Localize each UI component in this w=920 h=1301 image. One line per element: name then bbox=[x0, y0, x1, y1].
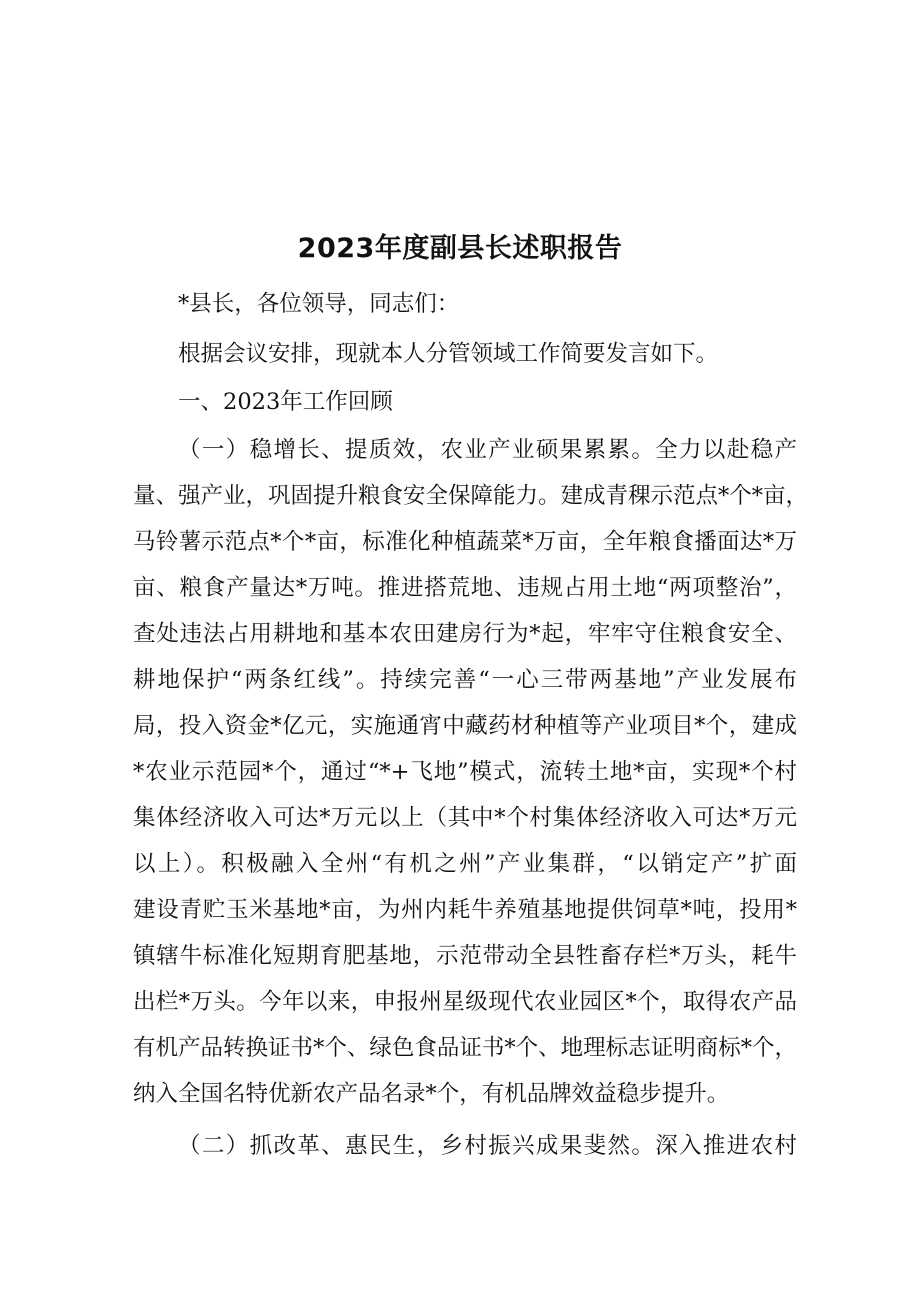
salutation: *县长，各位领导，同志们： bbox=[178, 291, 460, 317]
paragraph-line: 集体经济收入可达*万元以上（其中*个村集体经济收入可达*万元 bbox=[133, 805, 797, 831]
intro-paragraph: 根据会议安排，现就本人分管领域工作简要发言如下。 bbox=[178, 341, 719, 367]
paragraph-line: 查处违法占用耕地和基本农田建房行为*起，牢牢守住粮食安全、 bbox=[133, 621, 797, 647]
paragraph-line: 有机产品转换证书*个、绿色食品证书*个、地理标志证明商标*个， bbox=[133, 1035, 797, 1061]
paragraph-line: 马铃薯示范点*个*亩，标准化种植蔬菜*万亩，全年粮食播面达*万 bbox=[133, 529, 797, 555]
section-heading: 一、2023年工作回顾 bbox=[178, 389, 393, 415]
paragraph-line: *农业示范园*个，通过“*+飞地”模式，流转土地*亩，实现*个村 bbox=[133, 759, 797, 785]
paragraph-line: 镇辖牛标准化短期育肥基地，示范带动全县牲畜存栏*万头，耗牛 bbox=[133, 943, 797, 969]
document-title: 2023年度副县长述职报告 bbox=[297, 233, 623, 264]
paragraph-line: 纳入全国名特优新农产品名录*个，有机品牌效益稳步提升。 bbox=[133, 1081, 730, 1107]
paragraph-line: （二）抓改革、惠民生，乡村振兴成果斐然。深入推进农村 bbox=[178, 1133, 797, 1159]
paragraph-line: 量、强产业，巩固提升粮食安全保障能力。建成青稞示范点*个*亩， bbox=[133, 483, 809, 509]
paragraph-line: 建设青贮玉米基地*亩，为州内耗牛养殖基地提供饲草*吨，投用* bbox=[133, 897, 797, 923]
paragraph-line: 亩、粮食产量达*万吨。推进搭荒地、违规占用土地“两项整治”， bbox=[133, 575, 797, 601]
paragraph-line: 以上）。积极融入全州“有机之州”产业集群，“以销定产”扩面 bbox=[133, 851, 797, 877]
paragraph-line: （一）稳增长、提质效，农业产业硕果累累。全力以赴稳产 bbox=[178, 437, 797, 463]
paragraph-line: 耕地保护“两条红线”。持续完善“一心三带两基地”产业发展布 bbox=[133, 667, 797, 693]
paragraph-line: 局，投入资金*亿元，实施通宵中藏药材种植等产业项目*个，建成 bbox=[133, 713, 797, 739]
paragraph-line: 出栏*万头。今年以来，申报州星级现代农业园区*个，取得农产品 bbox=[133, 989, 797, 1015]
